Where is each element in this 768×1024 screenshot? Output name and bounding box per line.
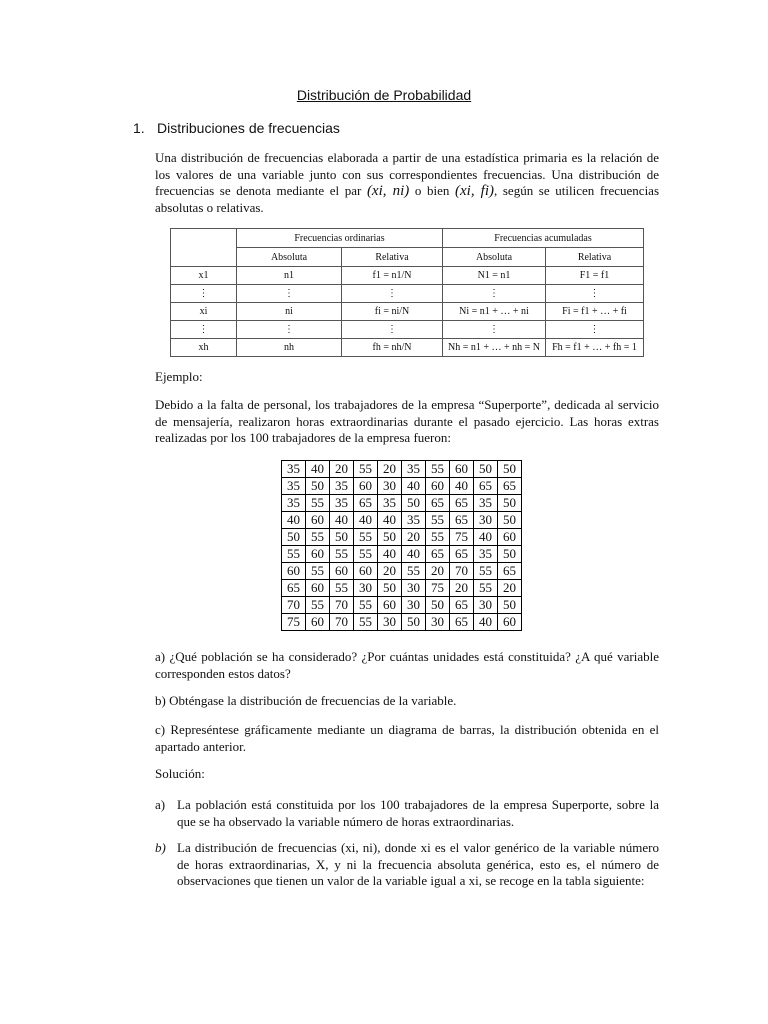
data-cell: 50 (498, 597, 522, 614)
solution-b-text: La distribución de frecuencias (xi, ni), donde xi es el valor genérico de la variable número de horas extraordinarias, X, y ni la frecuencia absoluta genérica, esto es, el número de observaciones que tienen un valor de la variable igual a xi, se recoge en la tabla siguiente: (177, 840, 659, 888)
data-cell: 55 (306, 563, 330, 580)
table-row (171, 321, 644, 339)
question-b: b) Obténgase la distribución de frecuencias de la variable. (155, 693, 457, 708)
data-cell: 65 (450, 512, 474, 529)
data-cell: 30 (378, 614, 402, 631)
data-row (282, 512, 522, 529)
data-cell: 20 (378, 461, 402, 478)
data-cell: 40 (474, 529, 498, 546)
cell: Fh = f1 + … + fh = 1 (546, 339, 644, 357)
data-cell: 20 (450, 580, 474, 597)
data-cell: 60 (378, 597, 402, 614)
cell: ⋮ (342, 285, 443, 303)
data-cell: 50 (498, 461, 522, 478)
data-cell: 70 (330, 597, 354, 614)
data-cell: 55 (282, 546, 306, 563)
cell: ⋮ (171, 321, 237, 339)
section-number: 1. (133, 120, 145, 136)
data-row (282, 546, 522, 563)
question-a: a) ¿Qué población se ha considerado? ¿Por cuántas unidades está constituida? ¿A qué variable corresponden estos datos? (155, 649, 659, 681)
data-cell: 35 (282, 478, 306, 495)
data-cell: 60 (498, 614, 522, 631)
intro-text-2: o bien (414, 183, 450, 198)
example-label: Ejemplo: (155, 369, 203, 384)
data-cell: 65 (450, 495, 474, 512)
data-cell: 60 (498, 529, 522, 546)
pair-absolute: (xi, ni) (366, 183, 410, 199)
data-cell: 65 (282, 580, 306, 597)
data-cell: 65 (450, 546, 474, 563)
sub-header: Relativa (546, 248, 644, 267)
data-cell: 55 (306, 597, 330, 614)
data-cell: 40 (450, 478, 474, 495)
question-c: c) Represéntese gráficamente mediante un diagrama de barras, la distribución obtenida en el apartado anterior. (155, 722, 659, 754)
data-cell: 70 (450, 563, 474, 580)
data-cell: 40 (282, 512, 306, 529)
data-cell: 50 (402, 495, 426, 512)
page-title: Distribución de Probabilidad (296, 87, 472, 103)
data-cell: 35 (402, 461, 426, 478)
data-cell: 20 (330, 461, 354, 478)
data-cell: 20 (498, 580, 522, 597)
data-cell: 55 (306, 495, 330, 512)
data-row (282, 461, 522, 478)
data-cell: 60 (330, 563, 354, 580)
data-cell: 55 (354, 597, 378, 614)
data-cell: 60 (426, 478, 450, 495)
data-cell: 55 (426, 529, 450, 546)
data-cell: 55 (354, 461, 378, 478)
data-cell: 55 (426, 512, 450, 529)
cell: N1 = n1 (443, 267, 546, 285)
solution-a-text: La población está constituida por los 100 trabajadores de la empresa Superporte, sobre la que se ha observado la variable número de horas extraordinarias. (177, 797, 659, 829)
data-cell: 55 (354, 546, 378, 563)
data-cell: 55 (426, 461, 450, 478)
data-cell: 50 (330, 529, 354, 546)
data-cell: 30 (474, 597, 498, 614)
data-cell: 40 (474, 614, 498, 631)
solution-a-label: a) (155, 797, 166, 812)
solution-b-label: b) (155, 840, 166, 855)
data-cell: 20 (402, 529, 426, 546)
data-cell: 35 (402, 512, 426, 529)
data-cell: 60 (306, 614, 330, 631)
data-cell: 55 (354, 529, 378, 546)
cell: F1 = f1 (546, 267, 644, 285)
data-row (282, 563, 522, 580)
data-cell: 40 (354, 512, 378, 529)
intro-text-1: Una distribución de frecuencias elaborada a partir de una estadística primaria es la relación de los valores de una variable junto con sus correspondientes frecuencias. Una distribución de frecuencias se denota mediante el par (155, 150, 659, 198)
frequency-definition-table (170, 228, 644, 357)
data-cell: 35 (330, 495, 354, 512)
cell: ⋮ (443, 321, 546, 339)
cell: f1 = n1/N (342, 267, 443, 285)
data-cell: 65 (354, 495, 378, 512)
table-row (171, 267, 644, 285)
cell: fi = ni/N (342, 303, 443, 321)
data-cell: 50 (306, 478, 330, 495)
cell: nh (237, 339, 342, 357)
data-cell: 50 (426, 597, 450, 614)
data-cell: 60 (306, 546, 330, 563)
data-row (282, 614, 522, 631)
data-cell: 50 (402, 614, 426, 631)
data-cell: 55 (330, 580, 354, 597)
data-cell: 35 (282, 495, 306, 512)
data-cell: 30 (474, 512, 498, 529)
data-row (282, 529, 522, 546)
sub-header: Absoluta (443, 248, 546, 267)
data-cell: 40 (402, 546, 426, 563)
data-row (282, 597, 522, 614)
cell: Ni = n1 + … + ni (443, 303, 546, 321)
sub-header: Absoluta (237, 248, 342, 267)
data-cell: 50 (378, 580, 402, 597)
section-title: Distribuciones de frecuencias (157, 120, 340, 136)
data-cell: 50 (498, 495, 522, 512)
data-cell: 75 (426, 580, 450, 597)
cell: xh (171, 339, 237, 357)
data-cell: 55 (474, 563, 498, 580)
data-cell: 65 (474, 478, 498, 495)
solution-item-b (155, 840, 659, 890)
data-cell: 65 (450, 614, 474, 631)
data-cell: 40 (330, 512, 354, 529)
cell: ⋮ (171, 285, 237, 303)
data-cell: 70 (282, 597, 306, 614)
data-cell: 30 (378, 478, 402, 495)
solution-label: Solución: (155, 766, 205, 781)
cell: ni (237, 303, 342, 321)
cell: x1 (171, 267, 237, 285)
data-cell: 65 (426, 495, 450, 512)
data-cell: 70 (330, 614, 354, 631)
cell: xi (171, 303, 237, 321)
cell: ⋮ (237, 321, 342, 339)
data-cell: 30 (354, 580, 378, 597)
data-cell: 40 (378, 512, 402, 529)
data-cell: 50 (378, 529, 402, 546)
data-cell: 35 (282, 461, 306, 478)
data-cell: 30 (402, 580, 426, 597)
intro-text-3: , según se utilicen frecuencias absolutas o relativas. (155, 183, 660, 215)
data-cell: 75 (450, 529, 474, 546)
data-cell: 60 (450, 461, 474, 478)
data-cell: 20 (426, 563, 450, 580)
data-cell: 65 (450, 597, 474, 614)
data-cell: 30 (426, 614, 450, 631)
overtime-data-table (281, 460, 522, 631)
data-cell: 60 (306, 512, 330, 529)
table-row (171, 303, 644, 321)
data-cell: 55 (354, 614, 378, 631)
data-cell: 40 (306, 461, 330, 478)
cell: ⋮ (342, 321, 443, 339)
sub-header: Relativa (342, 248, 443, 267)
data-cell: 35 (474, 546, 498, 563)
data-cell: 55 (306, 529, 330, 546)
data-cell: 60 (306, 580, 330, 597)
data-cell: 75 (282, 614, 306, 631)
solution-item-a (155, 797, 659, 830)
data-row (282, 580, 522, 597)
cell: Fi = f1 + … + fi (546, 303, 644, 321)
problem-statement: Debido a la falta de personal, los trabajadores de la empresa “Superporte”, dedicada al servicio de mensajería, realizaron horas extraordinarias durante el pasado ejercicio. Las horas extras realizadas por los 100 trabajadores de la empresa fueron: (155, 397, 659, 445)
cell: fh = nh/N (342, 339, 443, 357)
data-cell: 65 (498, 478, 522, 495)
data-row (282, 478, 522, 495)
data-cell: 55 (330, 546, 354, 563)
data-cell: 35 (330, 478, 354, 495)
data-cell: 40 (378, 546, 402, 563)
cell: ⋮ (443, 285, 546, 303)
cell: ⋮ (546, 321, 644, 339)
data-cell: 60 (354, 563, 378, 580)
data-cell: 50 (282, 529, 306, 546)
data-cell: 60 (282, 563, 306, 580)
data-row (282, 495, 522, 512)
data-cell: 35 (474, 495, 498, 512)
cell: n1 (237, 267, 342, 285)
data-cell: 55 (474, 580, 498, 597)
data-cell: 35 (378, 495, 402, 512)
intro-paragraph (155, 150, 659, 216)
data-cell: 60 (354, 478, 378, 495)
empty-corner-cell (171, 229, 237, 267)
pair-relative: (xi, fi) (455, 183, 495, 199)
data-cell: 65 (498, 563, 522, 580)
data-cell: 30 (402, 597, 426, 614)
group-header-ordinary: Frecuencias ordinarias (237, 229, 443, 248)
data-cell: 50 (474, 461, 498, 478)
data-cell: 65 (426, 546, 450, 563)
table-row (171, 339, 644, 357)
group-header-cumulative: Frecuencias acumuladas (443, 229, 644, 248)
data-cell: 20 (378, 563, 402, 580)
data-cell: 50 (498, 546, 522, 563)
cell: ⋮ (546, 285, 644, 303)
data-cell: 50 (498, 512, 522, 529)
table-row (171, 285, 644, 303)
cell: ⋮ (237, 285, 342, 303)
cell: Nh = n1 + … + nh = N (443, 339, 546, 357)
data-cell: 40 (402, 478, 426, 495)
data-cell: 55 (402, 563, 426, 580)
